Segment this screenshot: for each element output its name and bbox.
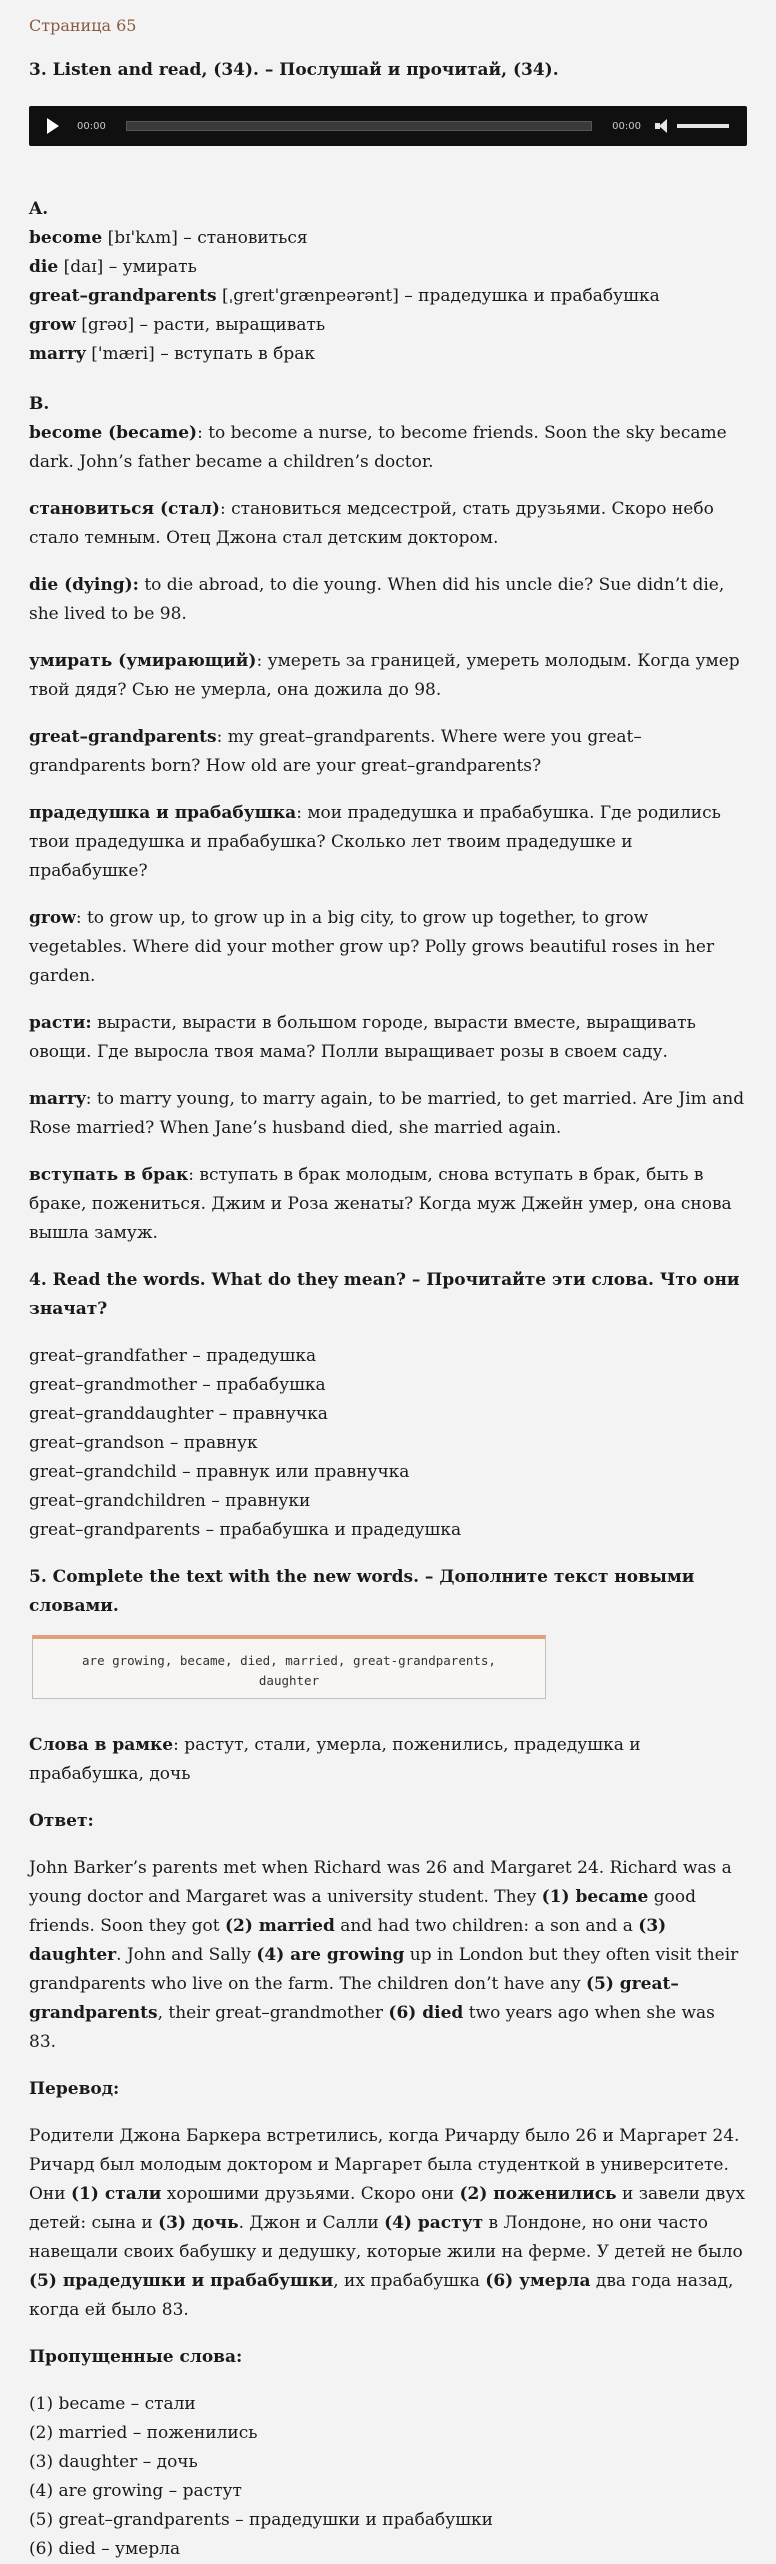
translation-text: два года назад, когда ей было 83. xyxy=(29,2271,734,2320)
example-paragraph xyxy=(29,1161,747,1248)
list-item: great–granddaughter – правнучка xyxy=(29,1404,328,1424)
word-definition: [grəʊ] – расти, выращивать xyxy=(75,315,326,335)
translation-word: (5) прадедушки и прабабушки xyxy=(29,2271,334,2291)
translation-text: в Лондоне, но они часто навещали своих бабушку и дедушку, которые жили на ферме. У детей не было xyxy=(29,2213,743,2262)
answer-text: and had two children: a son and a xyxy=(334,1916,639,1936)
example-paragraph xyxy=(29,904,747,991)
box-words-paragraph xyxy=(29,1731,747,1789)
answer-word: (5) great–grandparents xyxy=(29,1974,679,2023)
answer-text: up in London but they often visit their grandparents who live on the farm. The children don’t have any xyxy=(29,1945,739,1994)
example-head: become (became) xyxy=(29,423,198,443)
word-item xyxy=(29,340,747,369)
example-paragraph xyxy=(29,1085,747,1143)
answer-text: John Barker’s parents met when Richard was 26 and Margaret 24. Richard was a young doctor and Margaret was a university student. They xyxy=(29,1858,732,1907)
compound-word-list xyxy=(29,1342,747,1545)
task4-title: 4. Read the words. What do they mean? – Прочитайте эти слова. Что они значат? xyxy=(29,1270,740,1319)
word-definition: [ˌgreɪt'grænpeərənt] – прадедушка и прабабушка xyxy=(216,286,660,306)
word-definition: [bɪ'kʌm] – становиться xyxy=(102,228,308,248)
word-definition: [daɪ] – умирать xyxy=(58,257,197,277)
word: die xyxy=(29,257,59,277)
list-item: great–grandparents – прабабушка и прадедушка xyxy=(29,1520,462,1540)
list-item: great–grandmother – прабабушка xyxy=(29,1375,326,1395)
word: become xyxy=(29,228,103,248)
translation-word: (1) стали xyxy=(71,2184,162,2204)
list-item: great–grandson – правнук xyxy=(29,1433,258,1453)
translation-word: (4) растут xyxy=(384,2213,484,2233)
translation-text: , их прабабушка xyxy=(333,2271,486,2291)
example-paragraph xyxy=(29,571,747,629)
translation-label: Перевод: xyxy=(29,2079,120,2099)
answer-text: , their great–grandmother xyxy=(157,2003,389,2023)
example-paragraph xyxy=(29,799,747,886)
example-text: : мои прадедушка и прабабушка. Где родились твои прадедушка и прабабушка? Сколько лет твоим прадедушке и прабабушке? xyxy=(29,803,721,881)
list-item: (4) are growing – растут xyxy=(29,2481,242,2501)
answer-word: (4) are growing xyxy=(256,1945,405,1965)
audio-time-current: 00:00 xyxy=(77,120,106,132)
section-b-label: B. xyxy=(29,394,50,414)
task3-title: 3. Listen and read, (34). – Послушай и прочитай, (34). xyxy=(29,60,559,80)
word-list xyxy=(29,224,747,369)
missing-words-list xyxy=(29,2390,747,2564)
word-box-line: daughter xyxy=(258,1673,320,1688)
word: marry xyxy=(29,344,86,364)
list-item: great–grandchildren – правнуки xyxy=(29,1491,311,1511)
example-head: становиться (стал) xyxy=(29,499,220,519)
audio-player[interactable] xyxy=(29,106,747,146)
example-text: : умереть за границей, умереть молодым. Когда умер твой дядя? Сью не умерла, она дожила до 98. xyxy=(29,651,740,700)
answer-text: good friends. Soon they got xyxy=(29,1887,696,1936)
example-head: умирать (умирающий) xyxy=(29,651,257,671)
translation-word: (2) поженились xyxy=(459,2184,617,2204)
example-text: : to grow up, to grow up in a big city, to grow up together, to grow vegetables. Where did your mother grow up? Polly grows beautiful roses in her garden. xyxy=(29,908,715,986)
example-text: : становиться медсестрой, стать друзьями. Скоро небо стало темным. Отец Джона стал детским доктором. xyxy=(29,499,714,548)
list-item: (3) daughter – дочь xyxy=(29,2452,198,2472)
example-head: die (dying): xyxy=(29,575,139,595)
volume-icon[interactable] xyxy=(655,119,669,133)
example-paragraph xyxy=(29,495,747,553)
answer-word: (1) became xyxy=(541,1887,649,1907)
list-item: (5) great–grandparents – прадедушки и прабабушки xyxy=(29,2510,493,2530)
translation-text: и завели двух детей: сына и xyxy=(29,2184,745,2233)
list-item: great–grandchild – правнук или правнучка xyxy=(29,1462,410,1482)
translation-text: . Джон и Салли xyxy=(238,2213,385,2233)
example-head: вступать в брак xyxy=(29,1165,189,1185)
example-head: расти: xyxy=(29,1013,92,1033)
example-head: grow xyxy=(29,908,76,928)
translation-paragraph xyxy=(29,2122,747,2325)
word-box-line: are growing, became, died, married, great-grandparents, xyxy=(82,1653,496,1668)
play-icon[interactable] xyxy=(47,118,59,134)
list-item: (1) became – стали xyxy=(29,2394,196,2414)
word-box-image xyxy=(32,1635,546,1699)
word-item xyxy=(29,224,747,253)
answer-text: . John and Sally xyxy=(116,1945,257,1965)
example-paragraph xyxy=(29,647,747,705)
box-words-head: Слова в рамке xyxy=(29,1735,174,1755)
example-text: вырасти, вырасти в большом городе, вырасти вместе, выращивать овощи. Где выросла твоя мама? Полли выращивает розы в своем саду. xyxy=(29,1013,696,1062)
list-item: great–grandfather – прадедушка xyxy=(29,1346,317,1366)
list-item: (2) married – поженились xyxy=(29,2423,258,2443)
example-text: : my great–grandparents. Where were you great–grandparents born? How old are your great–grandparents? xyxy=(29,727,642,776)
page-label: Страница 65 xyxy=(29,16,137,35)
word-item xyxy=(29,282,747,311)
example-paragraph xyxy=(29,1009,747,1067)
word-item xyxy=(29,253,747,282)
example-paragraph xyxy=(29,419,747,477)
word: grow xyxy=(29,315,76,335)
example-text: : вступать в брак молодым, снова вступать в брак, быть в браке, пожениться. Джим и Роза женаты? Когда муж Джейн умер, она снова вышла замуж. xyxy=(29,1165,732,1243)
answer-text: two years ago when she was 83. xyxy=(29,2003,715,2052)
list-item: (6) died – умерла xyxy=(29,2539,181,2559)
translation-word: (3) дочь xyxy=(158,2213,239,2233)
answer-word: (2) married xyxy=(224,1916,335,1936)
missing-words-label: Пропущенные слова: xyxy=(29,2347,243,2367)
answer-word: (3) daughter xyxy=(29,1916,667,1965)
example-head: прадедушка и прабабушка xyxy=(29,803,297,823)
example-head: marry xyxy=(29,1089,86,1109)
section-a-label: A. xyxy=(29,199,49,219)
translation-text: Родители Джона Баркера встретились, когда Ричарду было 26 и Маргарет 24. Ричард был молодым доктором и Маргарет была студенткой в университете. Они xyxy=(29,2126,740,2204)
example-text: : to become a nurse, to become friends. Soon the sky became dark. John’s father became a children’s doctor. xyxy=(29,423,727,472)
audio-time-duration: 00:00 xyxy=(612,120,641,132)
example-text: to die abroad, to die young. When did his uncle die? Sue didn’t die, she lived to be 98. xyxy=(29,575,725,624)
example-text: : to marry young, to marry again, to be married, to get married. Are Jim and Rose married? When Jane’s husband died, she married again. xyxy=(29,1089,745,1138)
word-definition: ['mæri] – вступать в брак xyxy=(85,344,315,364)
translation-word: (6) умерла xyxy=(485,2271,591,2291)
answer-paragraph xyxy=(29,1854,747,2057)
example-head: great–grandparents xyxy=(29,727,217,747)
audio-progress-bar[interactable] xyxy=(126,121,592,131)
translation-text: хорошими друзьями. Скоро они xyxy=(161,2184,460,2204)
word-item xyxy=(29,311,747,340)
box-words-text: : растут, стали, умерла, поженились, прадедушка и прабабушка, дочь xyxy=(29,1735,641,1784)
word: great–grandparents xyxy=(29,286,217,306)
answer-label: Ответ: xyxy=(29,1811,94,1831)
example-paragraph xyxy=(29,723,747,781)
volume-slider[interactable] xyxy=(677,124,729,128)
task5-title: 5. Complete the text with the new words. – Дополните текст новыми словами. xyxy=(29,1567,695,1616)
answer-word: (6) died xyxy=(388,2003,464,2023)
word-box xyxy=(32,1635,546,1699)
